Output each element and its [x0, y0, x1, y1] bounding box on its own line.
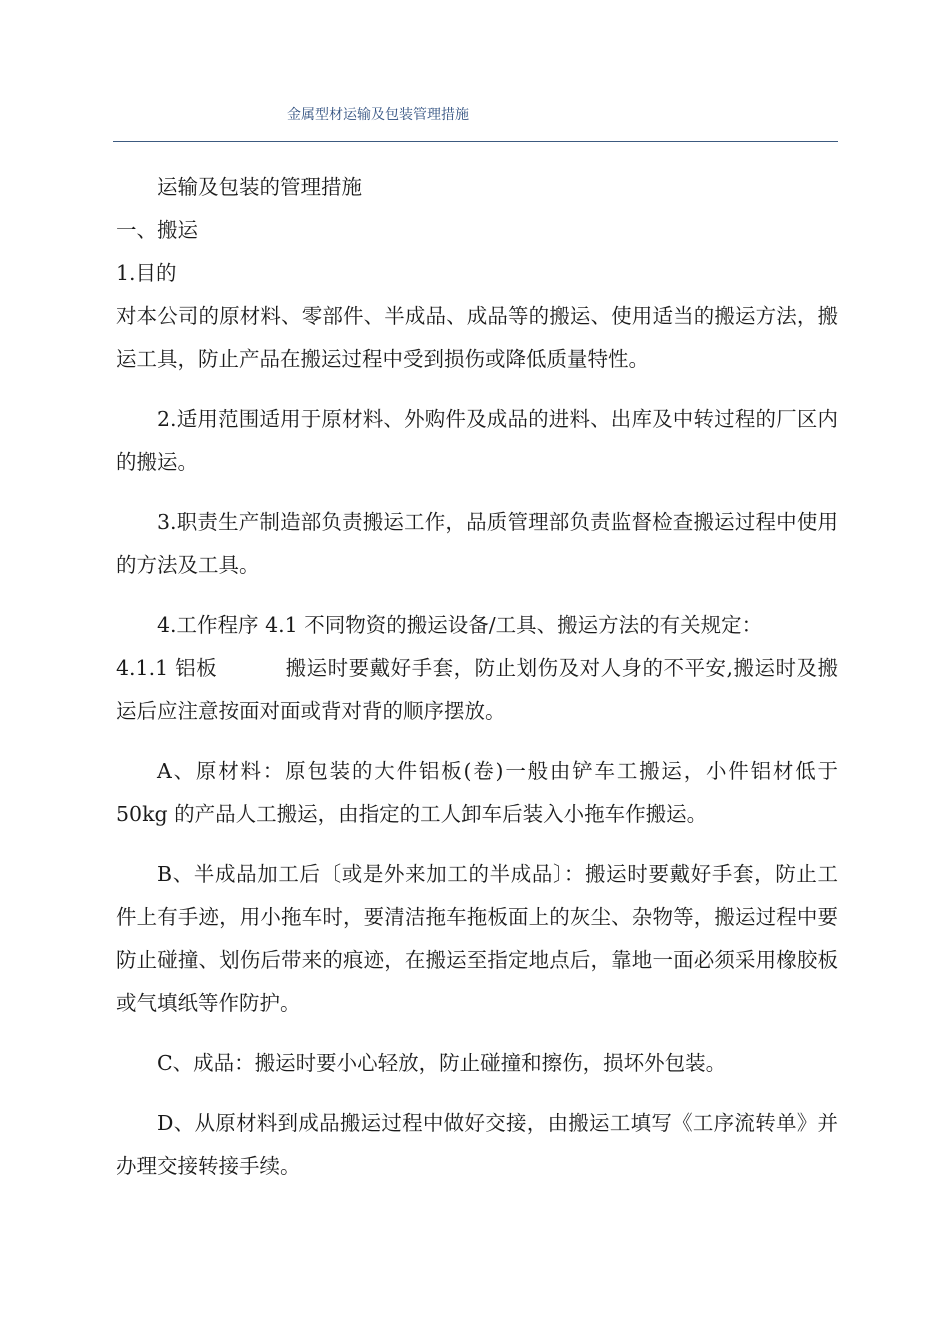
aluminum-plate-label: 4.1.1 铝板: [116, 656, 218, 680]
paragraph-procedure: 4.工作程序 4.1 不同物资的搬运设备/工具、搬运方法的有关规定：: [157, 613, 763, 637]
document-body: [116, 166, 838, 1188]
paragraph-aluminum-plate: [116, 647, 838, 733]
paragraph-handover: D、从原材料到成品搬运过程中做好交接，由搬运工填写《工序流转单》并办理交接转接手续。: [116, 1111, 838, 1178]
aluminum-plate-text: 搬运时要戴好手套，防止划伤及对人身的不平安,搬运时及搬运后应注意按面对面或背对背的顺序摆放。: [116, 656, 839, 723]
header-divider: [113, 141, 838, 142]
section-heading-transport: 一、搬运: [116, 218, 198, 242]
paragraph-responsibility: 3.职责生产制造部负责搬运工作，品质管理部负责监督检查搬运过程中使用的方法及工具。: [116, 510, 838, 577]
paragraph-finished-product: C、成品：搬运时要小心轻放，防止碰撞和擦伤，损坏外包装。: [157, 1051, 727, 1075]
paragraph-raw-material: A、原材料：原包装的大件铝板(卷)一般由铲车工搬运，小件铝材低于 50kg 的产品人工搬运，由指定的工人卸车后装入小拖车作搬运。: [116, 759, 838, 826]
paragraph-scope: 2.适用范围适用于原材料、外购件及成品的进料、出库及中转过程的厂区内的搬运。: [116, 407, 838, 474]
item-purpose-heading: 1.目的: [116, 261, 177, 285]
paragraph-semi-finished: B、半成品加工后〔或是外来加工的半成品〕：搬运时要戴好手套，防止工件上有手迹，用小拖车时，要清洁拖车拖板面上的灰尘、杂物等，搬运过程中要防止碰撞、划伤后带来的痕迹，在搬运至指定地点后，靠地一面必须采用橡胶板或气填纸等作防护。: [116, 862, 838, 1015]
paragraph-purpose: 对本公司的原材料、零部件、半成品、成品等的搬运、使用适当的搬运方法，搬运工具，防止产品在搬运过程中受到损伤或降低质量特性。: [116, 304, 838, 371]
running-header-title: 金属型材运输及包装管理措施: [287, 107, 469, 123]
document-heading: 运输及包装的管理措施: [157, 175, 362, 199]
